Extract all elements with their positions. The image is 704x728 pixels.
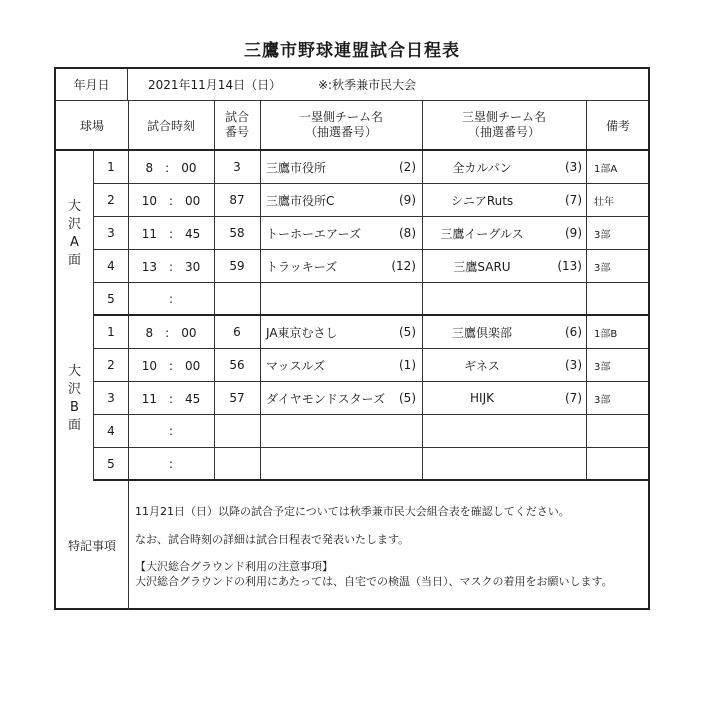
third-base-lot [540,283,582,314]
remarks: 壮年 [594,196,614,208]
third-base-team: 三鷹SARU [453,259,511,274]
row-number: 3 [107,391,115,405]
table-row [94,382,648,415]
table-row [94,151,648,184]
third-base-lot [540,415,582,447]
third-base-lot: (7) [565,193,582,207]
third-base-team [422,448,542,479]
header-row [56,101,648,151]
third-base-lot: (13) [557,259,582,273]
row-number: 1 [107,160,115,174]
note-line: 11月21日（日）以降の試合予定については秋季兼市民大会組合表を確認してください。 [135,505,570,518]
schedule-table [54,67,650,610]
header-venue: 球場 [79,118,104,133]
game-time: 10 : 00 [141,193,201,208]
row-number: 1 [107,325,115,339]
date-value: 2021年11月14日（日） [148,78,282,92]
first-base-team: トーホーエアーズ [266,226,362,241]
third-base-team: ギネス [464,358,500,373]
game-time: 11 : 45 [141,226,201,241]
header-game-no: 試合 番号 [224,110,249,139]
first-base-team: マッスルズ [266,358,326,373]
third-base-team [422,415,542,447]
first-base-team: 三鷹市役所C [266,193,335,208]
table-row [94,217,648,250]
first-base-lot: (1) [399,358,416,372]
first-base-team [266,448,386,479]
game-time: : [168,424,174,438]
first-base-lot: (9) [399,193,416,207]
first-base-team [266,283,386,314]
special-notes-label: 特記事項 [67,539,116,553]
table-row [94,349,648,382]
remarks: 1部B [594,328,618,340]
first-base-team [266,415,386,447]
note-line: 【大沢総合グラウンド利用の注意事項】 [135,560,333,573]
table-row [94,283,648,316]
remarks [586,448,650,479]
game-time: 11 : 45 [141,391,201,406]
game-number [214,415,260,447]
game-time: 8 : 00 [145,160,197,175]
game-number: 58 [229,226,245,240]
header-time: 試合時刻 [146,118,195,133]
first-base-team: JA東京むさし [266,325,338,340]
row-number: 4 [107,424,115,438]
third-base-team: 三鷹倶楽部 [451,325,512,340]
first-base-team: 三鷹市役所 [266,160,327,175]
first-base-lot: (8) [399,226,416,240]
third-base-team: シニアRuts [450,193,514,208]
remarks [586,283,650,314]
first-base-team: トラッキーズ [266,259,338,274]
third-base-team: 三鷹イーグルス [440,226,524,241]
remarks: 3部 [594,394,611,406]
game-time: : [168,456,174,471]
first-base-lot: (5) [399,325,416,339]
third-base-lot [540,448,582,479]
row-number: 5 [107,456,115,471]
third-base-team: 全カルパン [452,160,512,175]
third-base-lot: (6) [565,325,582,339]
first-base-lot: (2) [399,160,416,174]
header-remarks: 備考 [605,118,630,133]
first-base-lot [374,448,416,479]
date-note: ※:秋季兼市民大会 [318,78,417,92]
note-line: なお、試合時刻の詳細は試合日程表で発表いたします。 [135,533,410,546]
game-time: 8 : 00 [145,325,197,340]
date-label: 年月日 [56,69,128,100]
row-number: 2 [107,193,115,207]
third-base-lot: (3) [565,160,582,174]
special-notes-body [128,481,648,610]
row-number: 2 [107,358,115,372]
third-base-lot: (7) [565,391,582,405]
game-time: 13 : 30 [141,259,201,274]
game-number [214,283,260,314]
table-row [94,448,648,481]
first-base-team: ダイヤモンドスターズ [266,391,386,406]
third-base-lot: (3) [565,358,582,372]
game-time: 10 : 00 [141,358,201,373]
third-base-team [422,283,542,314]
remarks: 1部A [594,163,618,175]
game-number: 6 [233,325,241,339]
row-number: 4 [107,259,115,273]
game-number [214,448,260,479]
venue-label: 大 沢 B 面 [56,316,94,481]
third-base-team: HIJK [470,391,494,405]
row-number: 3 [107,226,115,240]
game-number: 56 [229,358,245,372]
game-time: : [168,291,174,306]
table-row [94,250,648,283]
venue-label: 大 沢 A 面 [56,151,94,316]
game-number: 57 [229,391,245,405]
game-number: 59 [229,259,245,273]
table-row [94,415,648,448]
page-title: 三鷹市野球連盟試合日程表 [244,41,460,61]
first-base-lot [374,415,416,447]
remarks [586,415,650,447]
header-third-base: 三塁側チーム名 （抽選番号） [461,110,546,139]
first-base-lot [374,283,416,314]
row-number: 5 [107,291,115,306]
table-row [94,184,648,217]
remarks: 3部 [594,361,611,373]
first-base-lot: (12) [391,259,416,273]
header-first-base: 一塁側チーム名 （抽選番号） [298,110,383,139]
first-base-lot: (5) [399,391,416,405]
date-row [56,69,648,101]
third-base-lot: (9) [565,226,582,240]
game-number: 3 [233,160,241,174]
remarks: 3部 [594,229,611,241]
game-number: 87 [229,193,245,207]
table-row [94,316,648,349]
special-notes [56,481,648,610]
remarks: 3部 [594,262,611,274]
note-line: 大沢総合グラウンドの利用にあたっては、自宅での検温（当日）、マスクの着用をお願いします。 [135,575,613,588]
